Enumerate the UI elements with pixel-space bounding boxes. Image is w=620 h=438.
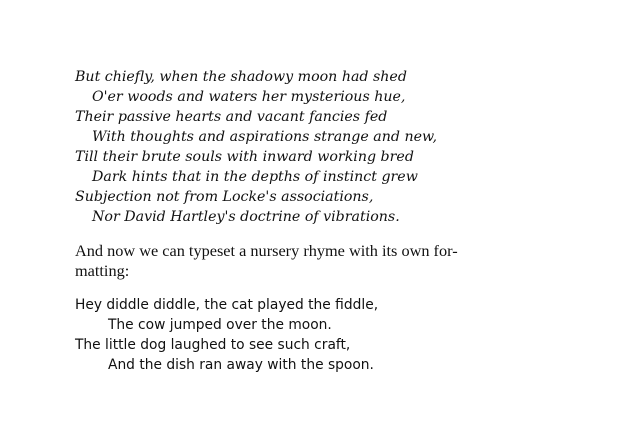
poem-line: With thoughts and aspirations strange and new, <box>92 129 437 145</box>
poem-line: But chiefly, when the shadowy moon had shed <box>75 69 407 85</box>
poem-line: Subjection not from Locke's associations, <box>75 189 374 205</box>
rhyme-line: The cow jumped over the moon. <box>108 317 332 333</box>
poem-block <box>75 67 437 227</box>
rhyme-line: The little dog laughed to see such craft, <box>75 337 351 353</box>
rhyme-line: And the dish ran away with the spoon. <box>108 357 374 373</box>
poem-line: Till their brute souls with inward working bred <box>75 149 414 165</box>
body-paragraph <box>75 241 545 281</box>
nursery-rhyme-block <box>75 295 378 375</box>
poem-line: Their passive hearts and vacant fancies fed <box>75 109 388 125</box>
paragraph-line: And now we can typeset a nursery rhyme with its own for- <box>75 241 458 260</box>
poem-line: Nor David Hartley's doctrine of vibrations. <box>92 209 400 225</box>
poem-line: Dark hints that in the depths of instinct grew <box>92 169 418 185</box>
rhyme-line: Hey diddle diddle, the cat played the fiddle, <box>75 297 379 313</box>
poem-line: O'er woods and waters her mysterious hue, <box>92 89 406 105</box>
paragraph-line: matting: <box>75 261 130 280</box>
